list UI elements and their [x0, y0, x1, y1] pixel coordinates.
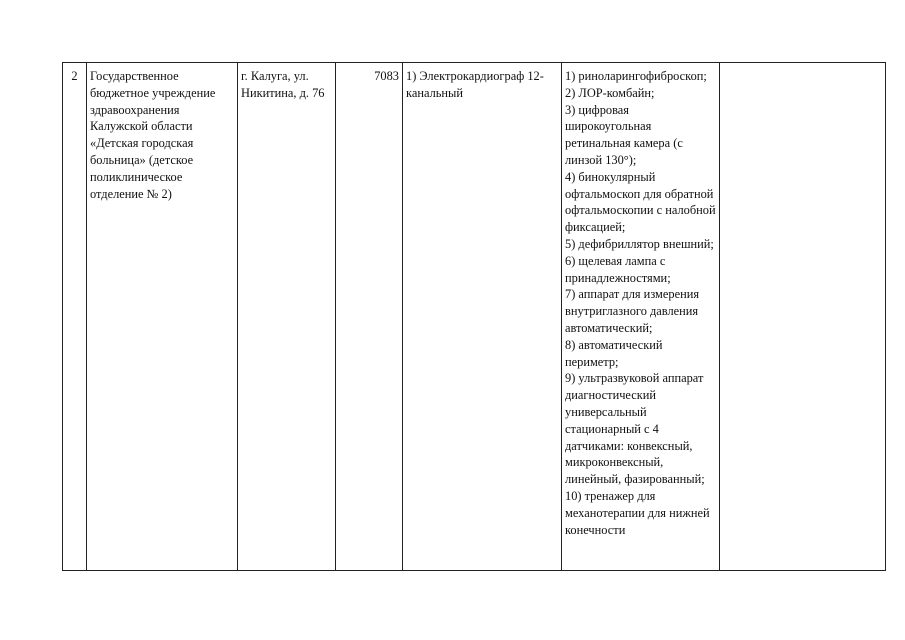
row-number-cell [63, 63, 87, 571]
list-item: 3) цифровая широкоугольная ретинальная камера (с линзой 130°); [565, 102, 683, 167]
address-cell [238, 63, 336, 571]
equipment-table [62, 62, 886, 571]
primary-equipment-cell [403, 63, 562, 571]
quantity-value: 7083 [374, 69, 399, 83]
equipment-list-cell [562, 63, 720, 571]
list-item: 6) щелевая лампа с принадлежностями; [565, 253, 671, 285]
address: г. Калуга, ул. Никитина, д. 76 [241, 69, 325, 100]
primary-equipment: 1) Электрокардиограф 12-канальный [406, 69, 544, 100]
row-number: 2 [71, 69, 78, 83]
list-item: 1) риноларингофиброскоп; [565, 69, 707, 83]
list-item: 8) автоматический периметр; [565, 337, 663, 369]
equipment-list [565, 68, 716, 538]
list-item: 4) бинокулярный офтальмоскоп для обратной офтальмоскопии с налобной фиксацией; [565, 169, 716, 235]
list-item: 9) ультразвуковой аппарат диагностический универсальный стационарный с 4 датчиками: конвексный, микроконвексный, линейный, фазированный; [565, 371, 705, 487]
table-row [63, 63, 886, 571]
list-item: 7) аппарат для измерения внутриглазного давления автоматический; [565, 287, 700, 335]
institution-cell [87, 63, 238, 571]
institution-name: Государственное бюджетное учреждение здравоохранения Калужской области «Детская городская больница» (детское поликлиническое отделение № 2) [90, 69, 216, 201]
list-item: 2) ЛОР-комбайн; [565, 85, 655, 100]
quantity-cell [336, 63, 403, 571]
list-item: 5) дефибриллятор внешний; [565, 236, 714, 251]
notes-cell [720, 63, 886, 571]
list-item: 10) тренажер для механотерапии для нижней конечности [565, 488, 710, 537]
